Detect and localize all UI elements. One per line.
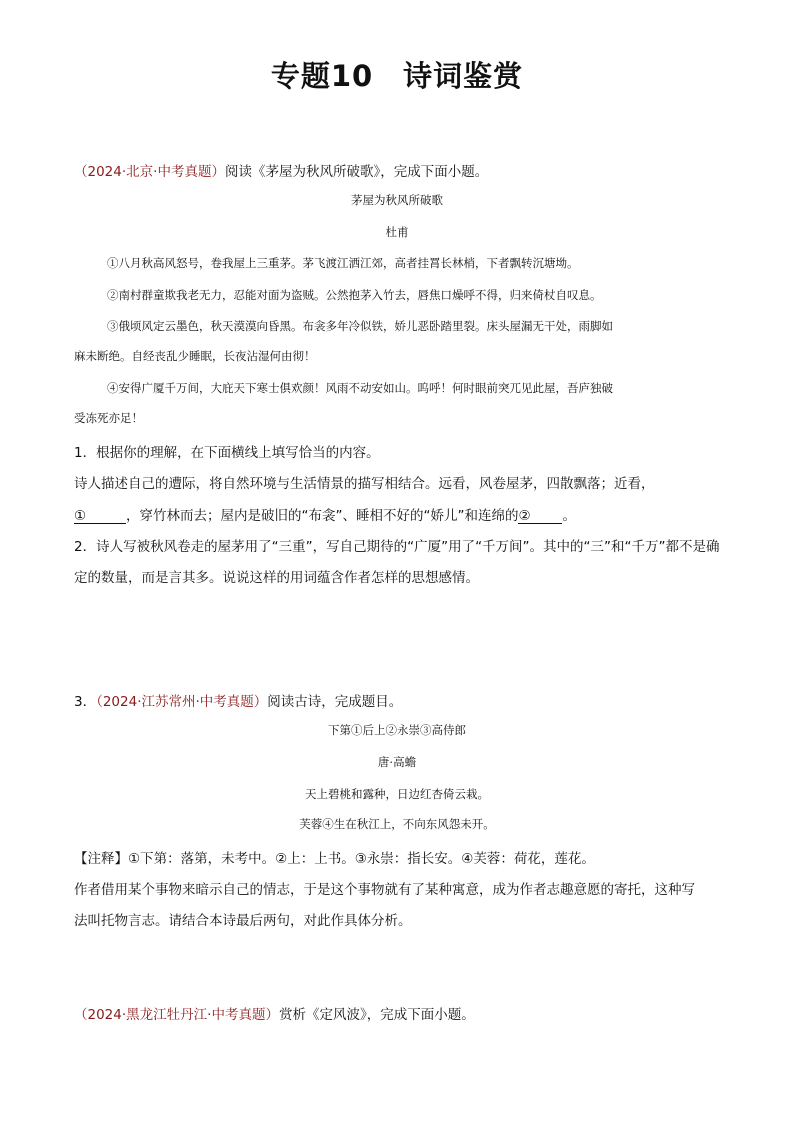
question-intro: 赏析《定风波》，完成下面小题。	[278, 1007, 475, 1023]
poem-stanza-4-cont: 受冻死亦足！	[74, 411, 143, 425]
answer-blank-1[interactable]: ①	[74, 509, 126, 524]
question-header-3	[74, 690, 402, 710]
poem-stanza-3-cont: 麻未断绝。自经丧乱少睡眠，长夜沾湿何由彻！	[74, 349, 316, 363]
poem-line-2: 芙蓉④生在秋江上，不向东风怨未开。	[299, 817, 495, 831]
question-number: 3．	[74, 694, 97, 710]
poem-author: 杜甫	[385, 225, 409, 239]
question-header-1	[74, 160, 488, 180]
poem-author: 唐·高蟾	[377, 755, 417, 769]
question-3-text: 作者借用某个事物来暗示自己的情志，于是这个事物就有了某种寓意，成为作者志趣意愿的寄托，这种写	[74, 882, 695, 898]
question-1: 1．根据你的理解，在下面横线上填写恰当的内容。	[74, 445, 380, 461]
poem-stanza-4: ④安得广厦千万间，大庇天下寒士俱欢颜！风雨不动安如山。呜呼！何时眼前突兀见此屋，吾庐独破	[107, 381, 613, 395]
question-1-blanks: ① ，穿竹林而去；屋内是破旧的“布衾”、睡相不好的“娇儿”和连绵的② 。	[74, 508, 576, 524]
poem-stanza-3: ③俄顷风定云墨色，秋天漠漠向昏黑。布衾多年冷似铁，娇儿恶卧踏里裂。床头屋漏无干处，雨脚如	[107, 319, 613, 333]
question-header-4	[74, 1003, 475, 1023]
question-intro: 阅读古诗，完成题目。	[267, 694, 403, 710]
poem-stanza-1: ①八月秋高风怒号，卷我屋上三重茅。茅飞渡江洒江郊，高者挂罥长林梢，下者飘转沉塘坳。	[107, 256, 579, 270]
question-2-cont: 定的数量，而是言其多。说说这样的用词蕴含作者怎样的思想感情。	[74, 570, 479, 586]
source-tag: （2024·江苏常州·中考真题）	[96, 694, 268, 710]
question-1-text: 诗人描述自己的遭际，将自然环境与生活情景的描写相结合。远看，风卷屋茅，四散飘落；近看，	[74, 476, 655, 492]
poem-stanza-2: ②南村群童欺我老无力，忍能对面为盗贼。公然抱茅入竹去，唇焦口燥呼不得，归来倚杖自叹息。	[107, 288, 602, 302]
poem-title: 下第①后上②永崇③高侍郎	[328, 723, 466, 737]
question-3-cont: 法叫托物言志。请结合本诗最后两句，对此作具体分析。	[74, 913, 412, 929]
answer-blank-2[interactable]: ②	[518, 509, 562, 524]
source-tag: （2024·北京·中考真题）	[74, 164, 225, 180]
poem-title: 茅屋为秋风所破歌	[351, 193, 443, 207]
question-intro: 阅读《茅屋为秋风所破歌》，完成下面小题。	[224, 164, 489, 180]
page-title: 专题10 诗词鉴赏	[270, 59, 524, 93]
annotation-note: 【注释】①下第：落第，未考中。②上：上书。③永崇：指长安。④芙蓉：荷花，莲花。	[74, 851, 595, 867]
source-tag: （2024·黑龙江牡丹江·中考真题）	[74, 1007, 279, 1023]
poem-line-1: 天上碧桃和露种，日边红杏倚云栽。	[305, 787, 489, 801]
question-2: 2．诗人写被秋风卷走的屋茅用了“三重”，写自己期待的“广厦”用了“千万间”。其中的“三”和“千万”都不是确	[74, 539, 720, 555]
